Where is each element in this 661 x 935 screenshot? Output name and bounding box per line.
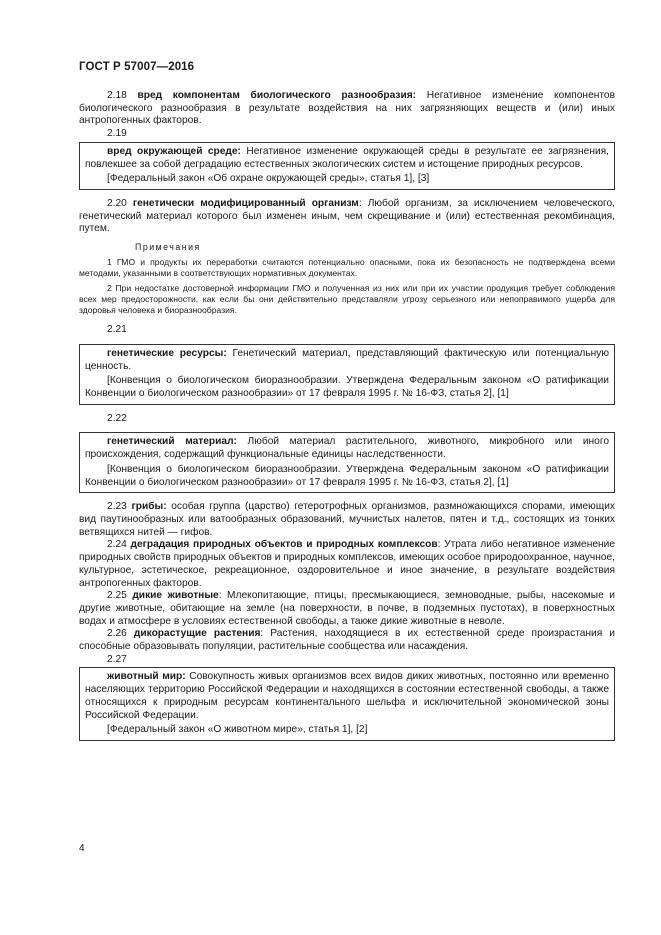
term-2-19	[85, 146, 609, 171]
term-number: 2.25	[107, 590, 133, 602]
term-2-21	[85, 348, 609, 373]
term-number: 2.20	[107, 197, 133, 209]
term-definition: : Любой организм, за исключением человеческого, генетический материал которого был изменен иным, чем скрещивание и (или) естественная рекомбинация, путем.	[79, 197, 615, 235]
notes-block	[79, 242, 615, 316]
term-2-25	[79, 590, 615, 628]
term-definition: : Растения, находящиеся в их естественной среде произрастания и способные образовывать популяции, растительные сообщества или насаждения.	[79, 628, 615, 653]
term-title: дикорастущие растения	[133, 628, 261, 640]
term-title: генетический материал:	[107, 436, 237, 448]
term-number: 2.26	[107, 628, 134, 640]
term-definition: : Утрата либо негативное изменение природных свойств природных объектов и природных комплексов, имеющих особое природоохранное, научное, культурное, эстетическое, рекреационное, оздоровительное и иное значение, в результате воздействия антропогенных факторов.	[79, 539, 615, 589]
term-source: [Конвенция о биологическом биоразнообразии. Утверждена Федеральным законом «О ратификации Конвенции о биологическом разнообразии» от 17 февраля 1995 г. № 16-ФЗ, статья 2], [1]	[85, 375, 609, 400]
document-body	[79, 90, 615, 741]
term-definition: Негативное изменение окружающей среды в результате ее загрязнения, повлекшее за собой деградацию естественных экологических систем и истощение природных ресурсов.	[85, 145, 609, 170]
term-definition: : Млекопитающие, птицы, пресмыкающиеся, земноводные, рыбы, насекомые и другие животные, обитающие на земле (на поверхности, в почве, в подземных пустотах), в поверхностных водах и атмосфере в условиях естественной свободы, а также дикие животные в неволе.	[79, 590, 615, 627]
term-title: грибы:	[131, 501, 167, 513]
notes-heading: Примечания	[135, 242, 201, 253]
term-box-2-19	[79, 142, 615, 190]
term-2-23	[79, 501, 615, 539]
term-2-22	[85, 436, 609, 461]
term-title: вред окружающей среде:	[107, 145, 241, 157]
term-title: генетически модифицированный организм	[132, 197, 359, 209]
term-definition: Совокупность живых организмов всех видов диких животных, постоянно или временно населяющих территорию Российской Федерации и находящихся в состоянии естественной свободы, а также относящихся к природным ресурсам континентального шельфа и исключительной экономической зоны Российской Федерации.	[85, 671, 609, 721]
term-box-2-22	[79, 432, 615, 493]
term-title: деградация природных объектов и природных комплексов	[130, 539, 438, 551]
term-definition: Генетический материал, представляющий фактическую или потенциальную ценность.	[85, 347, 609, 372]
term-box-2-21	[79, 344, 615, 405]
term-2-27	[85, 671, 609, 722]
term-source: [Федеральный закон «Об охране окружающей среды», статья 1], [3]	[107, 173, 430, 185]
standard-designation: ГОСТ Р 57007—2016	[79, 61, 195, 73]
term-2-20	[79, 198, 615, 236]
term-2-26	[79, 628, 615, 653]
term-number-2-21: 2.21	[107, 324, 127, 336]
term-source: [Федеральный закон «О животном мире», статья 1], [2]	[107, 724, 368, 736]
term-definition: Негативное изменение компонентов биологического разнообразия в результате воздействия на них загрязняющих веществ и (или) иных антропогенных факторов.	[79, 90, 615, 127]
term-number-2-19: 2.19	[107, 128, 127, 140]
term-definition: особая группа (царство) гетеротрофных организмов, размножающихся спорами, имеющих вид паутинообразных или ватообразных образований, мучнистых налетов, пятен и т.д., состоящих из тонких ветвящихся нитей — гифов.	[79, 501, 615, 538]
term-2-18	[79, 90, 615, 128]
term-source: [Конвенция о биологическом биоразнообразии. Утверждена Федеральным законом «О ратификации Конвенции о биологическом разнообразии» от 17 февраля 1995 г. № 16-ФЗ, статья 2], [1]	[85, 463, 609, 488]
term-title: дикие животные	[132, 590, 219, 602]
term-number: 2.18	[107, 90, 138, 101]
term-title: вред компонентам биологического разнообразия:	[137, 90, 417, 101]
term-box-2-27	[79, 667, 615, 741]
term-title: животный мир:	[107, 671, 186, 683]
term-title: генетические ресурсы:	[107, 347, 227, 359]
note-2: 2 При недостатке достоверной информации ГМО и полученная из них или при их участии продукция требует соблюдения всех мер предосторожности, как если бы они действительно представляли угрозу серьезного или непоправимого ущерба для здоровья человека и биоразнообразия.	[79, 282, 615, 316]
note-1: 1 ГМО и продукты их переработки считаются потенциально опасными, пока их безопасность не подтверждена всеми методами, указанными в соответствующих нормативных документах.	[79, 257, 615, 279]
page-number: 4	[79, 843, 85, 854]
term-number: 2.24	[107, 539, 131, 551]
term-number: 2.23	[107, 501, 132, 513]
term-definition: Любой материал растительного, животного, микробного или иного происхождения, содержащий функциональные единицы наследственности.	[85, 436, 609, 461]
term-2-24	[79, 539, 615, 590]
term-number-2-27: 2.27	[107, 653, 127, 665]
term-number-2-22: 2.22	[107, 412, 127, 424]
